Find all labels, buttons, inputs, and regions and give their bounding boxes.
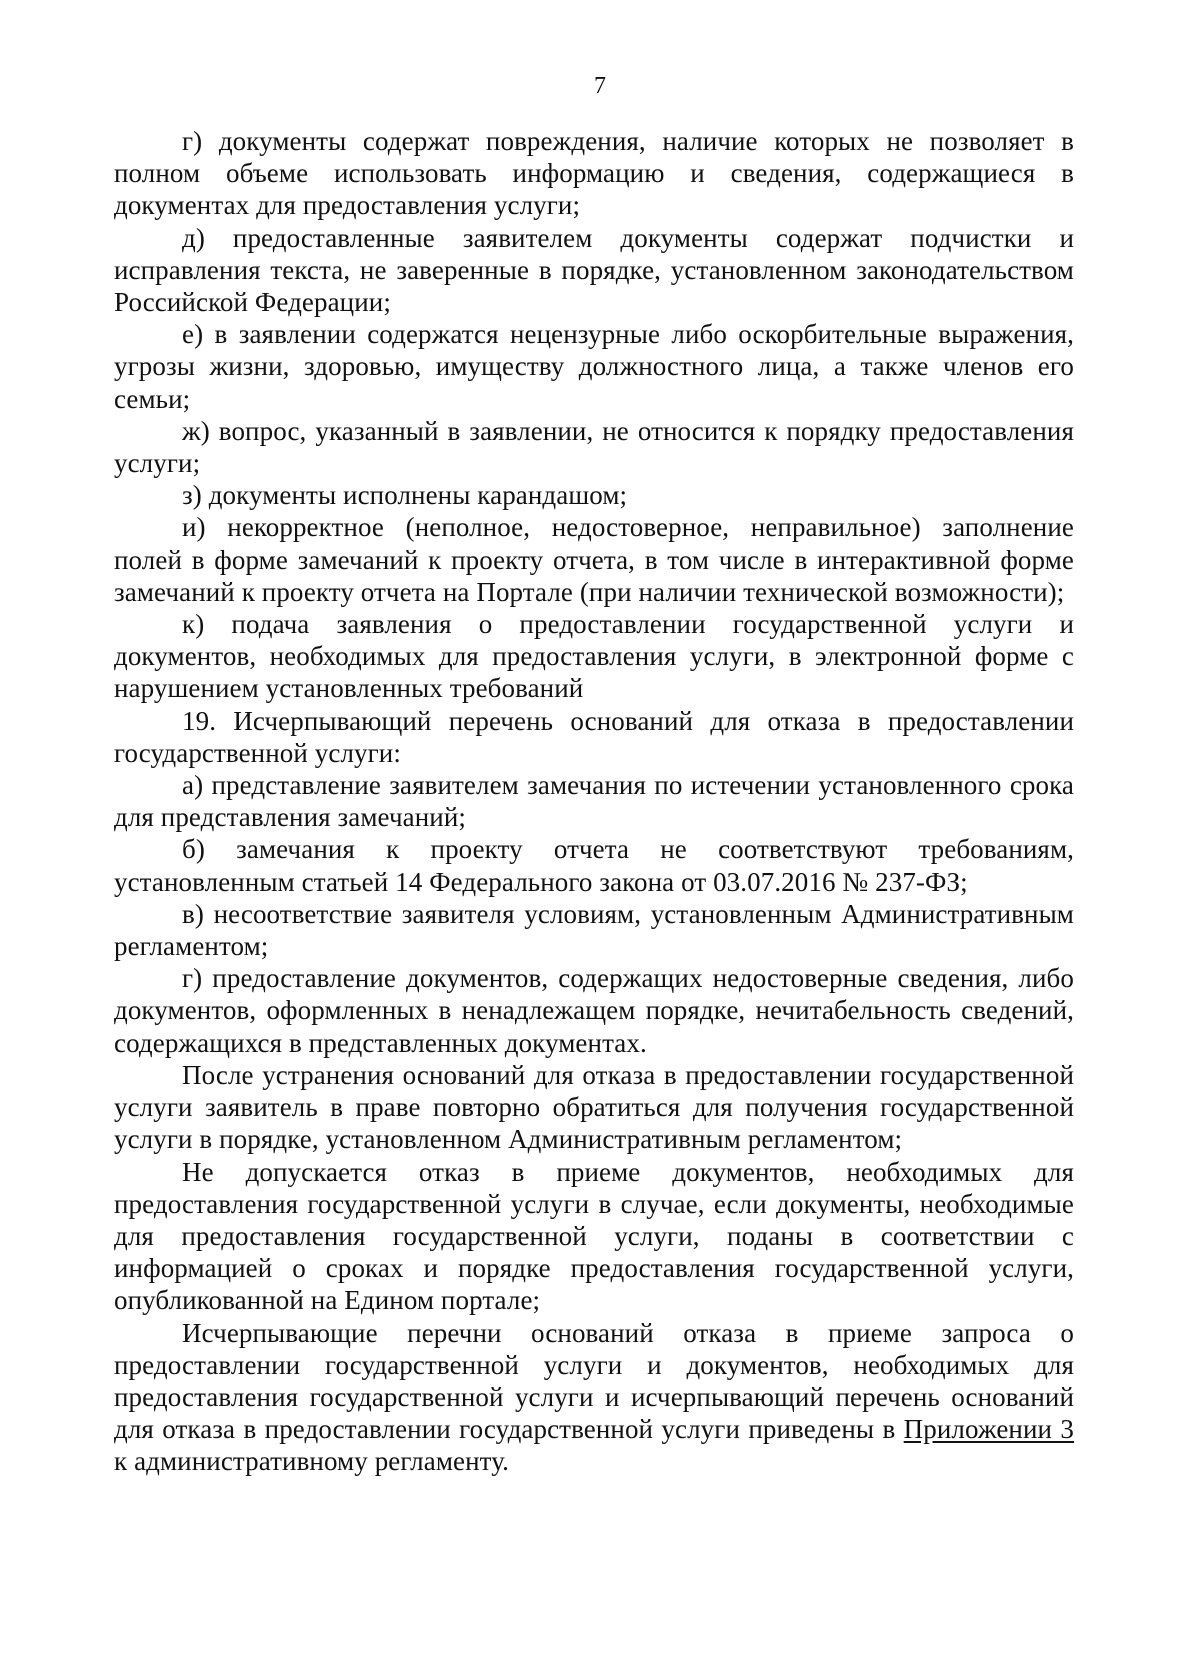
paragraph-appendix-reference [114, 1317, 1074, 1478]
appendix-3-link[interactable]: Приложении 3 [903, 1414, 1074, 1445]
paragraph-repeat-application: После устранения оснований для отказа в предоставлении государственной услуги заявитель в праве повторно обратиться для получения государственной услуги в порядке, установленном Административным регламентом; [114, 1059, 1074, 1155]
paragraph-b-remarks-requirements: б) замечания к проекту отчета не соответствуют требованиям, установленным статьей 14 Федерального закона от 03.07.2016 № 237-ФЗ; [114, 834, 1074, 897]
paragraph-k-electronic-submission: к) подача заявления о предоставлении государственной услуги и документов, необходимых для предоставления услуги, в электронной форме с нарушением установленных требований [114, 609, 1074, 704]
paragraph-g-damaged-documents: г) документы содержат повреждения, наличие которых не позволяет в полном объеме использовать информацию и сведения, содержащиеся в документах для предоставления услуги; [114, 126, 1074, 221]
appendix-text-before: Исчерпывающие перечни оснований отказа в приеме запроса о предоставлении государственной услуги и документов, необходимых для предоставления государственной услуги и исчерпывающий перечень оснований для отказа в предоставлении государственной услуги приведены в [114, 1317, 1074, 1445]
paragraph-e-offensive-statements: е) в заявлении содержатся нецензурные либо оскорбительные выражения, угрозы жизни, здоровью, имуществу должностного лица, а также членов его семьи; [114, 319, 1074, 414]
paragraph-a-late-remarks: а) представление заявителем замечания по истечении установленного срока для представления замечаний; [114, 770, 1074, 833]
paragraph-i-incorrect-form: и) некорректное (неполное, недостоверное, неправильное) заполнение полей в форме замечаний к проекту отчета, в том числе в интерактивной форме замечаний к проекту отчета на Портале (при наличии технической возможности); [114, 512, 1074, 607]
paragraph-g-false-information: г) предоставление документов, содержащих недостоверные сведения, либо документов, оформленных в ненадлежащем порядке, нечитабельность сведений, содержащихся в представленных документах. [114, 963, 1074, 1058]
paragraph-zh-unrelated-question: ж) вопрос, указанный в заявлении, не относится к порядку предоставления услуги; [114, 415, 1074, 479]
paragraph-z-pencil-documents: з) документы исполнены карандашом; [182, 480, 628, 511]
page-number: 7 [594, 73, 606, 99]
document-body [114, 125, 1074, 1478]
paragraph-refusal-not-allowed: Не допускается отказ в приеме документов, необходимых для предоставления государственной услуги в случае, если документы, необходимые для предоставления государственной услуги, поданы в соответствии с информацией о сроках и порядке предоставления государственной услуги, опубликованной на Едином портале; [114, 1156, 1074, 1316]
paragraph-v-applicant-mismatch: в) несоответствие заявителя условиям, установленным Административным регламентом; [114, 898, 1074, 962]
paragraph-d-corrections: д) предоставленные заявителем документы содержат подчистки и исправления текста, не заверенные в порядке, установленном законодательством Российской Федерации; [114, 222, 1074, 318]
appendix-text-after: к административному регламенту. [114, 1446, 509, 1477]
paragraph-19-refusal-grounds: 19. Исчерпывающий перечень оснований для отказа в предоставлении государственной услуги: [114, 705, 1074, 768]
